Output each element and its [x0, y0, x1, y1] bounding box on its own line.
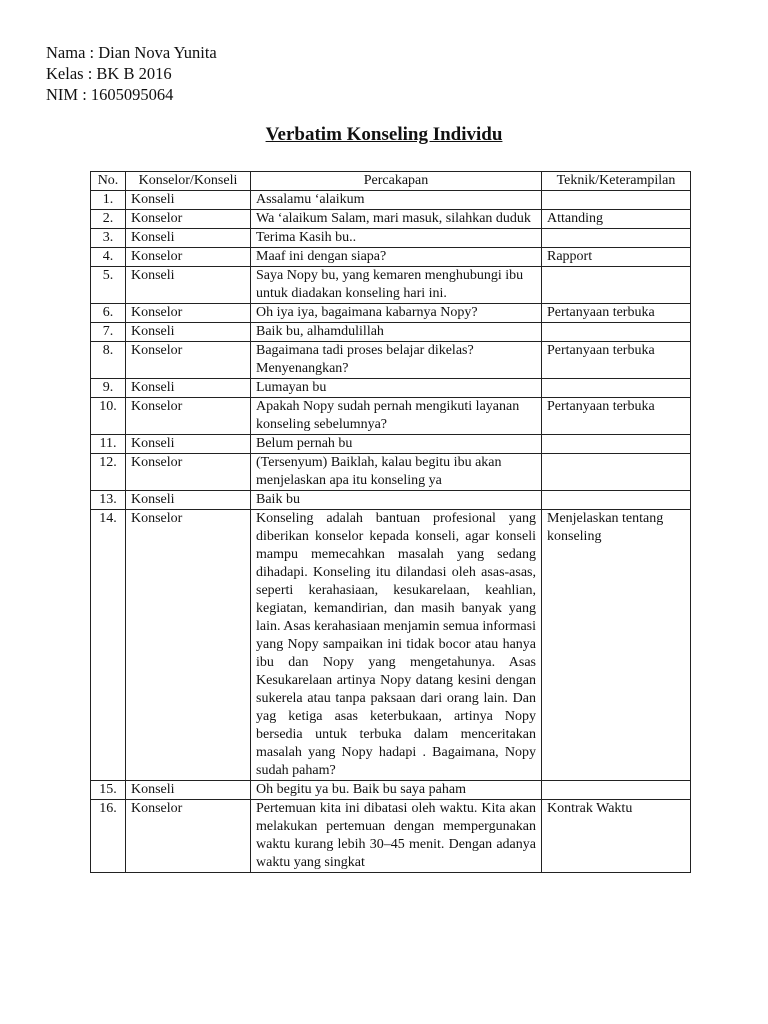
conversation-text: Terima Kasih bu..	[251, 229, 542, 248]
technique-label	[542, 454, 691, 491]
row-number: 9.	[91, 379, 126, 398]
speaker-role: Konselor	[126, 510, 251, 781]
conversation-text: (Tersenyum) Baiklah, kalau begitu ibu akan menjelaskan apa itu konseling ya	[251, 454, 542, 491]
row-number: 11.	[91, 435, 126, 454]
row-number: 2.	[91, 210, 126, 229]
column-header-technique: Teknik/Keterampilan	[542, 172, 691, 191]
conversation-text: Maaf ini dengan siapa?	[251, 248, 542, 267]
table-row	[91, 210, 691, 229]
speaker-role: Konseli	[126, 267, 251, 304]
technique-label: Kontrak Waktu	[542, 800, 691, 873]
column-header-role: Konselor/Konseli	[126, 172, 251, 191]
row-number: 3.	[91, 229, 126, 248]
conversation-text: Wa ‘alaikum Salam, mari masuk, silahkan duduk	[251, 210, 542, 229]
technique-label: Pertanyaan terbuka	[542, 398, 691, 435]
speaker-role: Konseli	[126, 379, 251, 398]
verbatim-table	[90, 171, 691, 873]
conversation-text: Oh begitu ya bu. Baik bu saya paham	[251, 781, 542, 800]
technique-label	[542, 491, 691, 510]
table-row	[91, 435, 691, 454]
speaker-role: Konselor	[126, 304, 251, 323]
table-row	[91, 379, 691, 398]
speaker-role: Konselor	[126, 454, 251, 491]
table-row	[91, 800, 691, 873]
speaker-role: Konseli	[126, 323, 251, 342]
row-number: 16.	[91, 800, 126, 873]
speaker-role: Konselor	[126, 398, 251, 435]
technique-label: Attanding	[542, 210, 691, 229]
table-row	[91, 229, 691, 248]
row-number: 7.	[91, 323, 126, 342]
speaker-role: Konselor	[126, 210, 251, 229]
conversation-text: Bagaimana tadi proses belajar dikelas? Menyenangkan?	[251, 342, 542, 379]
speaker-role: Konseli	[126, 781, 251, 800]
row-number: 10.	[91, 398, 126, 435]
speaker-role: Konselor	[126, 248, 251, 267]
table-row	[91, 510, 691, 781]
table-row	[91, 398, 691, 435]
row-number: 4.	[91, 248, 126, 267]
student-id: NIM : 1605095064	[46, 85, 174, 104]
row-number: 15.	[91, 781, 126, 800]
speaker-role: Konselor	[126, 800, 251, 873]
technique-label: Pertanyaan terbuka	[542, 304, 691, 323]
conversation-text: Lumayan bu	[251, 379, 542, 398]
row-number: 8.	[91, 342, 126, 379]
technique-label: Menjelaskan tentang konseling	[542, 510, 691, 781]
student-class: Kelas : BK B 2016	[46, 64, 172, 83]
conversation-text: Assalamu ‘alaikum	[251, 191, 542, 210]
conversation-text: Belum pernah bu	[251, 435, 542, 454]
table-row	[91, 342, 691, 379]
row-number: 5.	[91, 267, 126, 304]
conversation-text: Saya Nopy bu, yang kemaren menghubungi ibu untuk diadakan konseling hari ini.	[251, 267, 542, 304]
table-row	[91, 491, 691, 510]
conversation-text: Baik bu, alhamdulillah	[251, 323, 542, 342]
document-title: Verbatim Konseling Individu	[265, 124, 503, 145]
table-row	[91, 248, 691, 267]
table-header-row	[91, 172, 691, 191]
table-row	[91, 781, 691, 800]
student-name: Nama : Dian Nova Yunita	[46, 43, 217, 62]
speaker-role: Konseli	[126, 191, 251, 210]
technique-label	[542, 323, 691, 342]
technique-label: Rapport	[542, 248, 691, 267]
conversation-text: Apakah Nopy sudah pernah mengikuti layanan konseling sebelumnya?	[251, 398, 542, 435]
row-number: 1.	[91, 191, 126, 210]
table-row	[91, 323, 691, 342]
speaker-role: Konseli	[126, 491, 251, 510]
technique-label: Pertanyaan terbuka	[542, 342, 691, 379]
student-info	[46, 42, 217, 105]
technique-label	[542, 229, 691, 248]
conversation-text: Pertemuan kita ini dibatasi oleh waktu. Kita akan melakukan pertemuan dengan mempergunakan waktu kurang lebih 30–45 menit. Dengan adanya waktu yang singkat	[251, 800, 542, 873]
speaker-role: Konselor	[126, 342, 251, 379]
conversation-text: Baik bu	[251, 491, 542, 510]
table-row	[91, 454, 691, 491]
table-row	[91, 267, 691, 304]
table-row	[91, 191, 691, 210]
conversation-text: Konseling adalah bantuan profesional yang diberikan konselor kepada konseli, agar konseli mampu memecahkan masalah yang sedang dihadapi. Konseling itu dilandasi oleh asas-asas, seperti kerahasiaan, kesukarelaan, keahlian, kegiatan, kemandirian, dan masih banyak yang lain. Asas kerahasiaan menjamin semua informasi yang Nopy sampaikan ini tidak bocor atau hanya ibu dan Nopy yang mengetahunya. Asas Kesukarelaan artinya Nopy datang kesini dengan sukerela atau tanpa paksaan dari orang lain. Dan yag ketiga asas keterbukaan, artinya Nopy bersedia untuk terbuka dalam menceritakan masalah yang Nopy hadapi . Bagaimana, Nopy sudah paham?	[251, 510, 542, 781]
technique-label	[542, 379, 691, 398]
row-number: 14.	[91, 510, 126, 781]
table-row	[91, 304, 691, 323]
row-number: 12.	[91, 454, 126, 491]
conversation-text: Oh iya iya, bagaimana kabarnya Nopy?	[251, 304, 542, 323]
row-number: 6.	[91, 304, 126, 323]
technique-label	[542, 267, 691, 304]
row-number: 13.	[91, 491, 126, 510]
technique-label	[542, 191, 691, 210]
speaker-role: Konseli	[126, 435, 251, 454]
technique-label	[542, 781, 691, 800]
technique-label	[542, 435, 691, 454]
column-header-conversation: Percakapan	[251, 172, 542, 191]
speaker-role: Konseli	[126, 229, 251, 248]
column-header-no: No.	[91, 172, 126, 191]
